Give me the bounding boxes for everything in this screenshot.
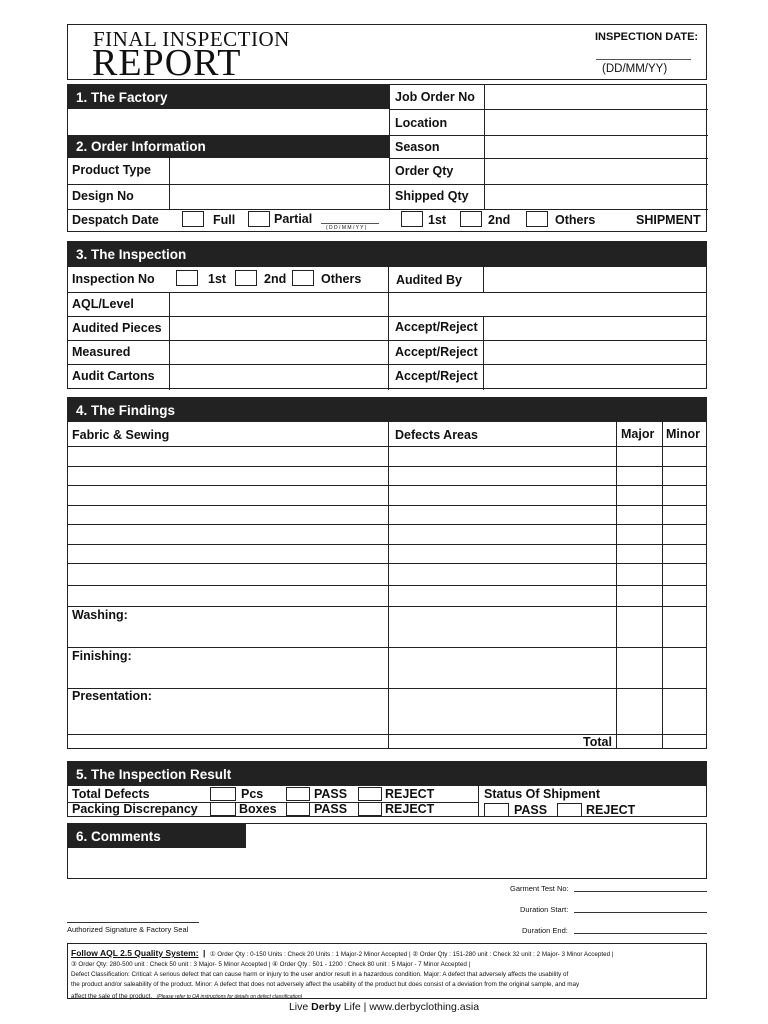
shipment-pass-label: PASS: [514, 803, 548, 817]
shipped-qty-label: Shipped Qty: [395, 189, 469, 203]
audited-pieces-label: Audited Pieces: [72, 321, 162, 335]
measured-label: Measured: [72, 345, 131, 359]
despatch-full-label: Full: [213, 213, 236, 227]
total-defects-pcs-box[interactable]: [210, 787, 236, 801]
shipment-1st-checkbox[interactable]: [401, 211, 423, 227]
total-defects-reject-checkbox[interactable]: [358, 787, 382, 801]
pcs-label: Pcs: [241, 787, 264, 801]
total-defects-pass-label: PASS: [314, 787, 348, 801]
inspection-result-block: [67, 761, 707, 817]
season-label: Season: [395, 140, 440, 154]
design-no-label: Design No: [72, 189, 134, 203]
section-findings-title: 4. The Findings: [76, 402, 176, 418]
factory-order-block: [67, 84, 707, 232]
report-title-line1: FINAL INSPECTION: [93, 27, 290, 51]
packing-pass-checkbox[interactable]: [286, 802, 310, 816]
partial-date-format: ( D D / M M / Y Y ): [326, 225, 367, 231]
design-no-field[interactable]: [170, 184, 389, 209]
inspection-others-checkbox[interactable]: [292, 270, 314, 286]
tagline-prefix: Live: [288, 1001, 312, 1013]
aql-info-box: Follow AQL 2.5 Quality System: | ① Order Qty : 0-150 Units : Check 20 Units : 1 Major-2 Minor Accepted | ② Order Qty : 151-280 unit : Check 32 unit : 2 Major- 3 Minor Accepted | ③ Order Qty: 280-500 unit : Check 50 unit : 3 Major- 5 Minor Accepted | ④ Order Qty : 501 - 1200 : Check 80 unit : 5 Major - 7 Minor Accepted | Defect Classification: Critical: A serious defect that can cause harm or injury to the user and/or result in a hazardous condition. Major: A defect that adversely affects the usability of the product and/or saleability of the product. Minor: A defect that does not adversely affect the usability of the product but does consist of a deviation from the original sample, and may affect the sale of the product. (Please refer to QA instructions for details on defect classification): [67, 943, 707, 999]
inspection-2nd-label: 2nd: [264, 272, 287, 286]
section-inspection-title: 3. The Inspection: [76, 247, 187, 262]
duration-start-field[interactable]: [574, 912, 707, 913]
section-result-header: [68, 762, 706, 786]
measured-field[interactable]: [170, 340, 388, 364]
defect-line2: the product and/or saleability of the product. Minor: A defect that does not adversely affect the usability of the product but does consist of a deviation from the original sample, and may: [71, 980, 580, 988]
audited-pieces-field[interactable]: [170, 316, 388, 340]
inspection-block: [67, 241, 707, 389]
boxes-label: Boxes: [239, 802, 277, 816]
garment-test-no-field[interactable]: [574, 891, 707, 892]
despatch-date-label: Despatch Date: [72, 213, 159, 227]
signature-label: Authorized Signature & Factory Seal: [67, 925, 189, 934]
product-type-label: Product Type: [72, 163, 151, 177]
section-order-header: [68, 135, 389, 158]
audited-pieces-accept-reject-label: Accept/Reject: [395, 320, 478, 334]
audit-cartons-field[interactable]: [170, 364, 388, 390]
shipment-reject-label: REJECT: [586, 803, 636, 817]
section-comments-title: 6. Comments: [76, 828, 161, 844]
report-title-line2: REPORT: [92, 42, 242, 84]
packing-pass-label: PASS: [314, 802, 348, 816]
total-defects-pass-checkbox[interactable]: [286, 787, 310, 801]
packing-reject-label: REJECT: [385, 802, 435, 816]
order-qty-field[interactable]: [485, 158, 708, 184]
audit-cartons-label: Audit Cartons: [72, 369, 155, 383]
tagline-suffix: Life | www.derbyclothing.asia: [340, 1001, 480, 1013]
inspection-2nd-checkbox[interactable]: [235, 270, 257, 286]
inspection-no-label: Inspection No: [72, 272, 155, 286]
comments-field[interactable]: [68, 848, 706, 878]
order-qty-label: Order Qty: [395, 164, 454, 178]
partial-date-field[interactable]: [321, 223, 379, 224]
washing-label: Washing:: [72, 608, 128, 622]
shipment-2nd-checkbox[interactable]: [460, 211, 482, 227]
fabric-sewing-label: Fabric & Sewing: [72, 428, 170, 442]
section-order-title: 2. Order Information: [76, 139, 206, 154]
aql-level-field[interactable]: [170, 292, 706, 316]
findings-row[interactable]: [68, 564, 388, 585]
total-defects-label: Total Defects: [72, 787, 150, 801]
defect-line1: Defect Classification: Critical: A serious defect that can cause harm or injury to the user and/or result in a hazardous condition. Major: A defect that adversely affects the usability of: [71, 971, 569, 978]
shipment-1st-label: 1st: [428, 213, 447, 227]
product-type-field[interactable]: [170, 158, 389, 184]
audited-by-label: Audited By: [396, 273, 462, 287]
duration-start-label: Duration Start:: [520, 905, 569, 914]
findings-row[interactable]: [68, 447, 388, 466]
findings-row[interactable]: [68, 467, 388, 485]
findings-row[interactable]: [68, 586, 388, 606]
findings-row[interactable]: [68, 486, 388, 505]
shipment-reject-checkbox[interactable]: [557, 803, 582, 817]
findings-row[interactable]: [68, 506, 388, 524]
shipped-qty-field[interactable]: [485, 184, 708, 209]
audit-cartons-accept-reject-label: Accept/Reject: [395, 369, 478, 383]
finishing-label: Finishing:: [72, 649, 132, 663]
tagline-brand: Derby: [311, 1001, 341, 1013]
defect-note: (Please refer to QA instructions for details on defect classification): [156, 994, 303, 1000]
inspection-date-field[interactable]: [596, 59, 691, 60]
despatch-partial-label: Partial: [274, 212, 313, 226]
defect-line3: affect the sale of the product.: [71, 993, 153, 1000]
audit-cartons-accept-reject-field[interactable]: [484, 364, 706, 390]
section-result-title: 5. The Inspection Result: [76, 766, 232, 782]
shipment-pass-checkbox[interactable]: [484, 803, 509, 817]
packing-reject-checkbox[interactable]: [358, 802, 382, 816]
aql-line2: ③ Order Qty: 280-500 unit : Check 50 unit : 3 Major- 5 Minor Accepted | ④ Order Qty : 501 - 1200 : Check 80 unit : 5 Major - 7 Minor Accepted |: [71, 961, 471, 968]
inspection-others-label: Others: [321, 272, 362, 286]
packing-discrepancy-label: Packing Discrepancy: [72, 802, 198, 816]
job-order-no-label: Job Order No: [395, 90, 475, 104]
measured-accept-reject-field[interactable]: [484, 340, 706, 364]
section-findings-header: [68, 398, 706, 422]
section-factory-header: [68, 85, 389, 109]
aql-level-label: AQL/Level: [72, 297, 134, 311]
findings-block: [67, 397, 707, 749]
garment-test-no-label: Garment Test No:: [510, 884, 569, 893]
inspection-date-label: INSPECTION DATE:: [595, 31, 699, 43]
presentation-label: Presentation:: [72, 689, 152, 703]
job-order-no-field[interactable]: [485, 85, 708, 109]
inspection-1st-label: 1st: [208, 272, 227, 286]
comments-block: [67, 823, 707, 879]
measured-accept-reject-label: Accept/Reject: [395, 345, 478, 359]
report-header: [67, 24, 707, 84]
shipment-others-label: Others: [555, 213, 596, 227]
total-defects-reject-label: REJECT: [385, 787, 435, 801]
duration-end-label: Duration End:: [522, 926, 568, 935]
shipment-others-checkbox[interactable]: [526, 211, 548, 227]
section-inspection-header: [68, 242, 706, 267]
status-of-shipment-label: Status Of Shipment: [484, 787, 600, 801]
findings-row[interactable]: [68, 545, 388, 563]
major-label: Major: [621, 427, 655, 441]
despatch-full-checkbox[interactable]: [182, 211, 204, 227]
inspection-1st-checkbox[interactable]: [176, 270, 198, 286]
total-label: Total: [583, 735, 612, 749]
season-field[interactable]: [485, 135, 708, 158]
findings-row[interactable]: [68, 525, 388, 544]
packing-boxes-box[interactable]: [210, 802, 236, 816]
signature-line[interactable]: [67, 922, 199, 923]
location-label: Location: [395, 116, 448, 130]
tagline: [0, 1001, 768, 1013]
aql-line1: ① Order Qty : 0-150 Units : Check 20 Units : 1 Major-2 Minor Accepted | ② Order Qty : 151-280 unit : Check 32 unit : 2 Major- 3 Minor Accepted |: [209, 951, 614, 958]
despatch-partial-checkbox[interactable]: [248, 211, 270, 227]
audited-by-field[interactable]: [484, 267, 706, 292]
aql-system-title: Follow AQL 2.5 Quality System:: [71, 948, 199, 958]
shipment-label: SHIPMENT: [636, 213, 701, 227]
duration-end-field[interactable]: [574, 933, 707, 934]
location-field[interactable]: [485, 109, 708, 135]
total-minor-field[interactable]: [663, 735, 706, 749]
minor-label: Minor: [666, 427, 701, 441]
section-factory-title: 1. The Factory: [76, 89, 168, 105]
total-major-field[interactable]: [617, 735, 662, 749]
factory-name-field[interactable]: [68, 109, 389, 135]
section-comments-header: [68, 824, 246, 848]
shipment-2nd-label: 2nd: [488, 213, 511, 227]
defects-areas-label: Defects Areas: [395, 428, 478, 442]
date-format-hint: (DD/MM/YY): [602, 63, 668, 75]
audited-pieces-accept-reject-field[interactable]: [484, 316, 706, 340]
